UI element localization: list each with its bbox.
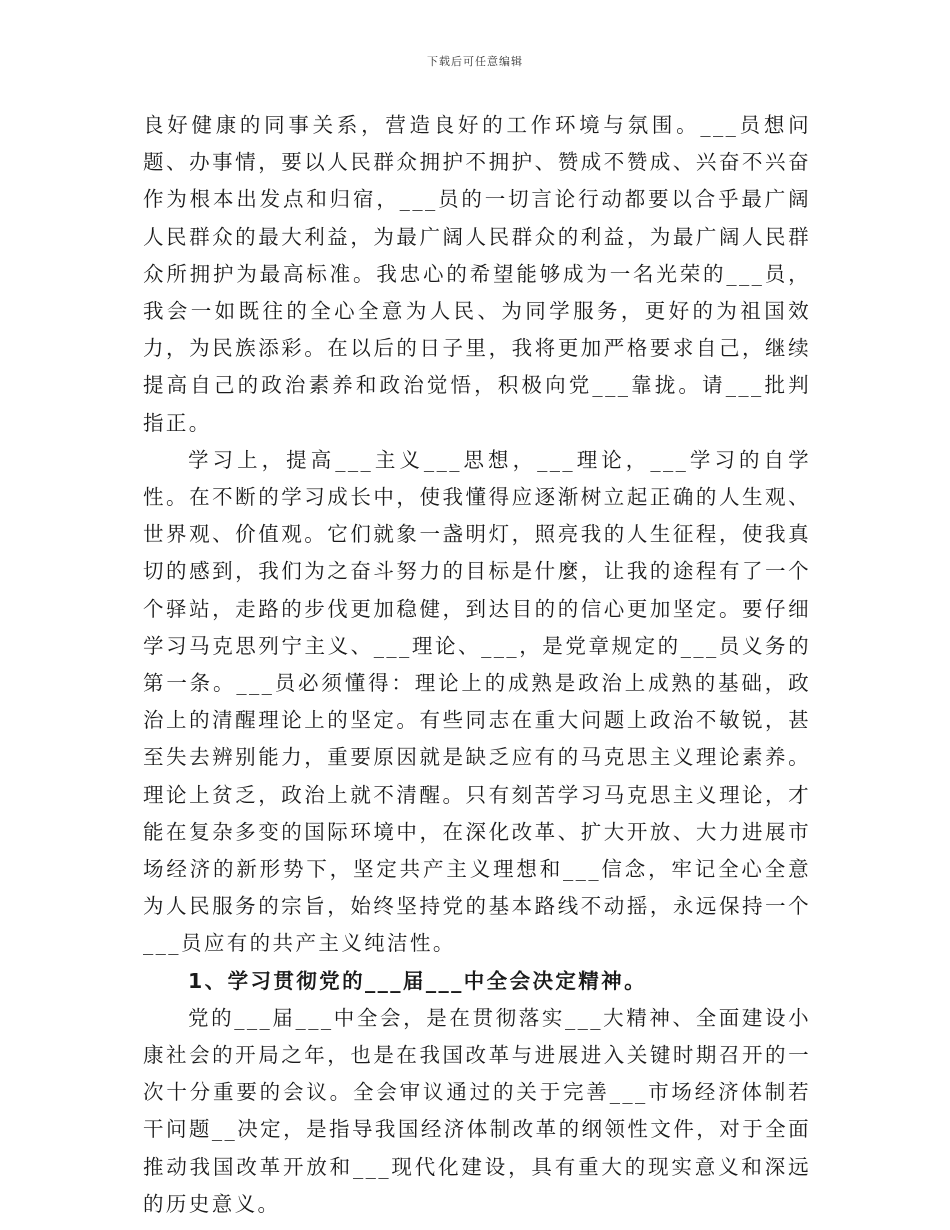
document-body [143,107,811,1223]
section-heading: 1、学习贯彻党的___届___中全会决定精神。 [188,968,647,993]
paragraph-3: 党的___届___中全会，是在贯彻落实___大精神、全面建设小康社会的开局之年，也是在我国改革与进展进入关键时期召开的一次十分重要的会议。全会审议通过的关于完善___市场经济体制若干问题__决定，是指导我国经济体制改革的纲领性文件，对于全面推动我国改革开放和___现代化建设，具有重大的现实意义和深远的历史意义。 [143,1005,811,1216]
paragraph-2: 学习上，提高___主义___思想，___理论，___学习的自学性。在不断的学习成长中，使我懂得应逐渐树立起正确的人生观、世界观、价值观。它们就象一盏明灯，照亮我的人生征程，使我真切的感到，我们为之奋斗努力的目标是什麼，让我的途程有了一个个驿站，走路的步伐更加稳健，到达目的的信心更加坚定。要仔细学习马克思列宁主义、___理论、___，是党章规定的___员义务的第一条。___员必须懂得：理论上的成熟是政治上成熟的基础，政治上的清醒理论上的坚定。有些同志在重大问题上政治不敏锐，甚至失去辨别能力，重要原因就是缺乏应有的马克思主义理论素养。理论上贫乏，政治上就不清醒。只有刻苦学习马克思主义理论，才能在复杂多变的国际环境中，在深化改革、扩大开放、大力进展市场经济的新形势下，坚定共产主义理想和___信念，牢记全心全意为人民服务的宗旨，始终坚持党的基本路线不动摇，永远保持一个___员应有的共产主义纯洁性。 [143,447,811,956]
paragraph-1: 良好健康的同事关系，营造良好的工作环境与氛围。___员想问题、办事情，要以人民群众拥护不拥护、赞成不赞成、兴奋不兴奋作为根本出发点和归宿，___员的一切言论行动都要以合乎最广阔人民群众的最大利益，为最广阔人民群众的利益，为最广阔人民群众所拥护为最高标准。我忠心的希望能够成为一名光荣的___员，我会一如既往的全心全意为人民、为同学服务，更好的为祖国效力，为民族添彩。在以后的日子里，我将更加严格要求自己，继续提高自己的政治素养和政治觉悟，积极向党___靠拢。请___批判指正。 [143,113,811,435]
page-header: 下载后可任意编辑 [427,55,523,68]
